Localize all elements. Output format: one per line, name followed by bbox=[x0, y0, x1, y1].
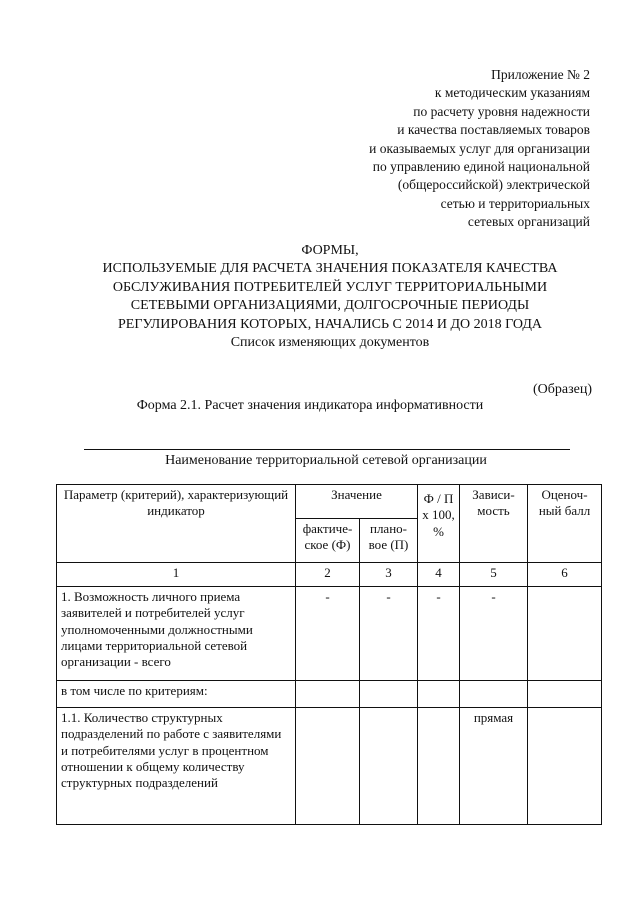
column-number: 2 bbox=[296, 563, 360, 587]
column-number-row bbox=[57, 563, 602, 587]
appendix-line: Приложение № 2 bbox=[491, 67, 590, 82]
title-line: ИСПОЛЬЗУЕМЫЕ ДЛЯ РАСЧЕТА ЗНАЧЕНИЯ ПОКАЗАТЕЛЯ КАЧЕСТВА bbox=[102, 261, 558, 277]
table-row bbox=[57, 708, 602, 825]
table-row bbox=[57, 681, 602, 708]
row-empty-cell bbox=[418, 681, 460, 708]
header-ratio: Ф / П х 100, % bbox=[418, 485, 460, 563]
table-row bbox=[57, 587, 602, 681]
row-param: 1. Возможность личного приема заявителей и потребителей услуг уполномоченными должностными лицами территориальной сетевой организации - всего bbox=[57, 587, 296, 681]
row-param: 1.1. Количество структурных подразделений по работе с заявителями и потребителями услуг в процентном отношении к общему количеству структурных подразделений bbox=[57, 708, 296, 825]
row-ratio: - bbox=[418, 587, 460, 681]
header-row bbox=[57, 485, 602, 519]
appendix-line: к методическим указаниям bbox=[434, 85, 590, 101]
sample-label: (Образец) bbox=[532, 382, 592, 397]
appendix-line: по расчету уровня надежности bbox=[413, 103, 590, 119]
org-name-caption-text: Наименование территориальной сетевой организации bbox=[165, 453, 487, 468]
row-empty-cell bbox=[460, 681, 528, 708]
column-number: 3 bbox=[360, 563, 418, 587]
appendix-line: сетевых организаций bbox=[467, 214, 590, 230]
row-dependency: - bbox=[460, 587, 528, 681]
row-ratio bbox=[418, 708, 460, 825]
row-planned: - bbox=[360, 587, 418, 681]
org-name-underline bbox=[84, 449, 570, 450]
form-title bbox=[0, 398, 640, 414]
appendix-line: и оказываемых услуг для организации bbox=[369, 140, 590, 156]
row-actual: - bbox=[296, 587, 360, 681]
column-number: 1 bbox=[57, 563, 296, 587]
title-line: ФОРМЫ, bbox=[301, 243, 359, 258]
appendix-line: (общероссийской) электрической bbox=[397, 177, 590, 193]
title-line: ОБСЛУЖИВАНИЯ ПОТРЕБИТЕЛЕЙ УСЛУГ ТЕРРИТОРИАЛЬНЫМИ bbox=[112, 279, 548, 295]
appendix-line: сетью и территориальных bbox=[440, 195, 590, 211]
header-actual: фактиче-ское (Ф) bbox=[296, 519, 360, 563]
document-title bbox=[40, 242, 620, 352]
row-planned bbox=[360, 708, 418, 825]
row-actual bbox=[296, 708, 360, 825]
row-empty-cell bbox=[360, 681, 418, 708]
org-name-caption bbox=[0, 453, 640, 469]
title-line: СЕТЕВЫМИ ОРГАНИЗАЦИЯМИ, ДОЛГОСРОЧНЫЕ ПЕРИОДЫ bbox=[130, 298, 530, 314]
row-score bbox=[528, 708, 602, 825]
column-number: 4 bbox=[418, 563, 460, 587]
row-empty-cell bbox=[296, 681, 360, 708]
header-param: Параметр (критерий), характеризующий индикатор bbox=[57, 485, 296, 563]
header-planned: плано-вое (П) bbox=[360, 519, 418, 563]
row-score bbox=[528, 587, 602, 681]
header-dependency: Зависи-мость bbox=[460, 485, 528, 563]
row-param: в том числе по критериям: bbox=[57, 681, 296, 708]
row-dependency: прямая bbox=[460, 708, 528, 825]
header-value-group: Значение bbox=[296, 485, 418, 519]
column-number: 6 bbox=[528, 563, 602, 587]
header-score: Оценоч-ный балл bbox=[528, 485, 602, 563]
row-empty-cell bbox=[528, 681, 602, 708]
title-line: РЕГУЛИРОВАНИЯ КОТОРЫХ, НАЧАЛИСЬ С 2014 И ДО 2018 ГОДА bbox=[118, 316, 542, 332]
appendix-line: по управлению единой национальной bbox=[372, 159, 590, 175]
form-title-text: Форма 2.1. Расчет значения индикатора информативности bbox=[136, 398, 484, 413]
column-number: 5 bbox=[460, 563, 528, 587]
title-subtitle: Список изменяющих документов bbox=[230, 335, 430, 351]
appendix-header bbox=[290, 66, 590, 232]
appendix-line: и качества поставляемых товаров bbox=[397, 122, 590, 138]
indicator-table bbox=[56, 484, 602, 825]
